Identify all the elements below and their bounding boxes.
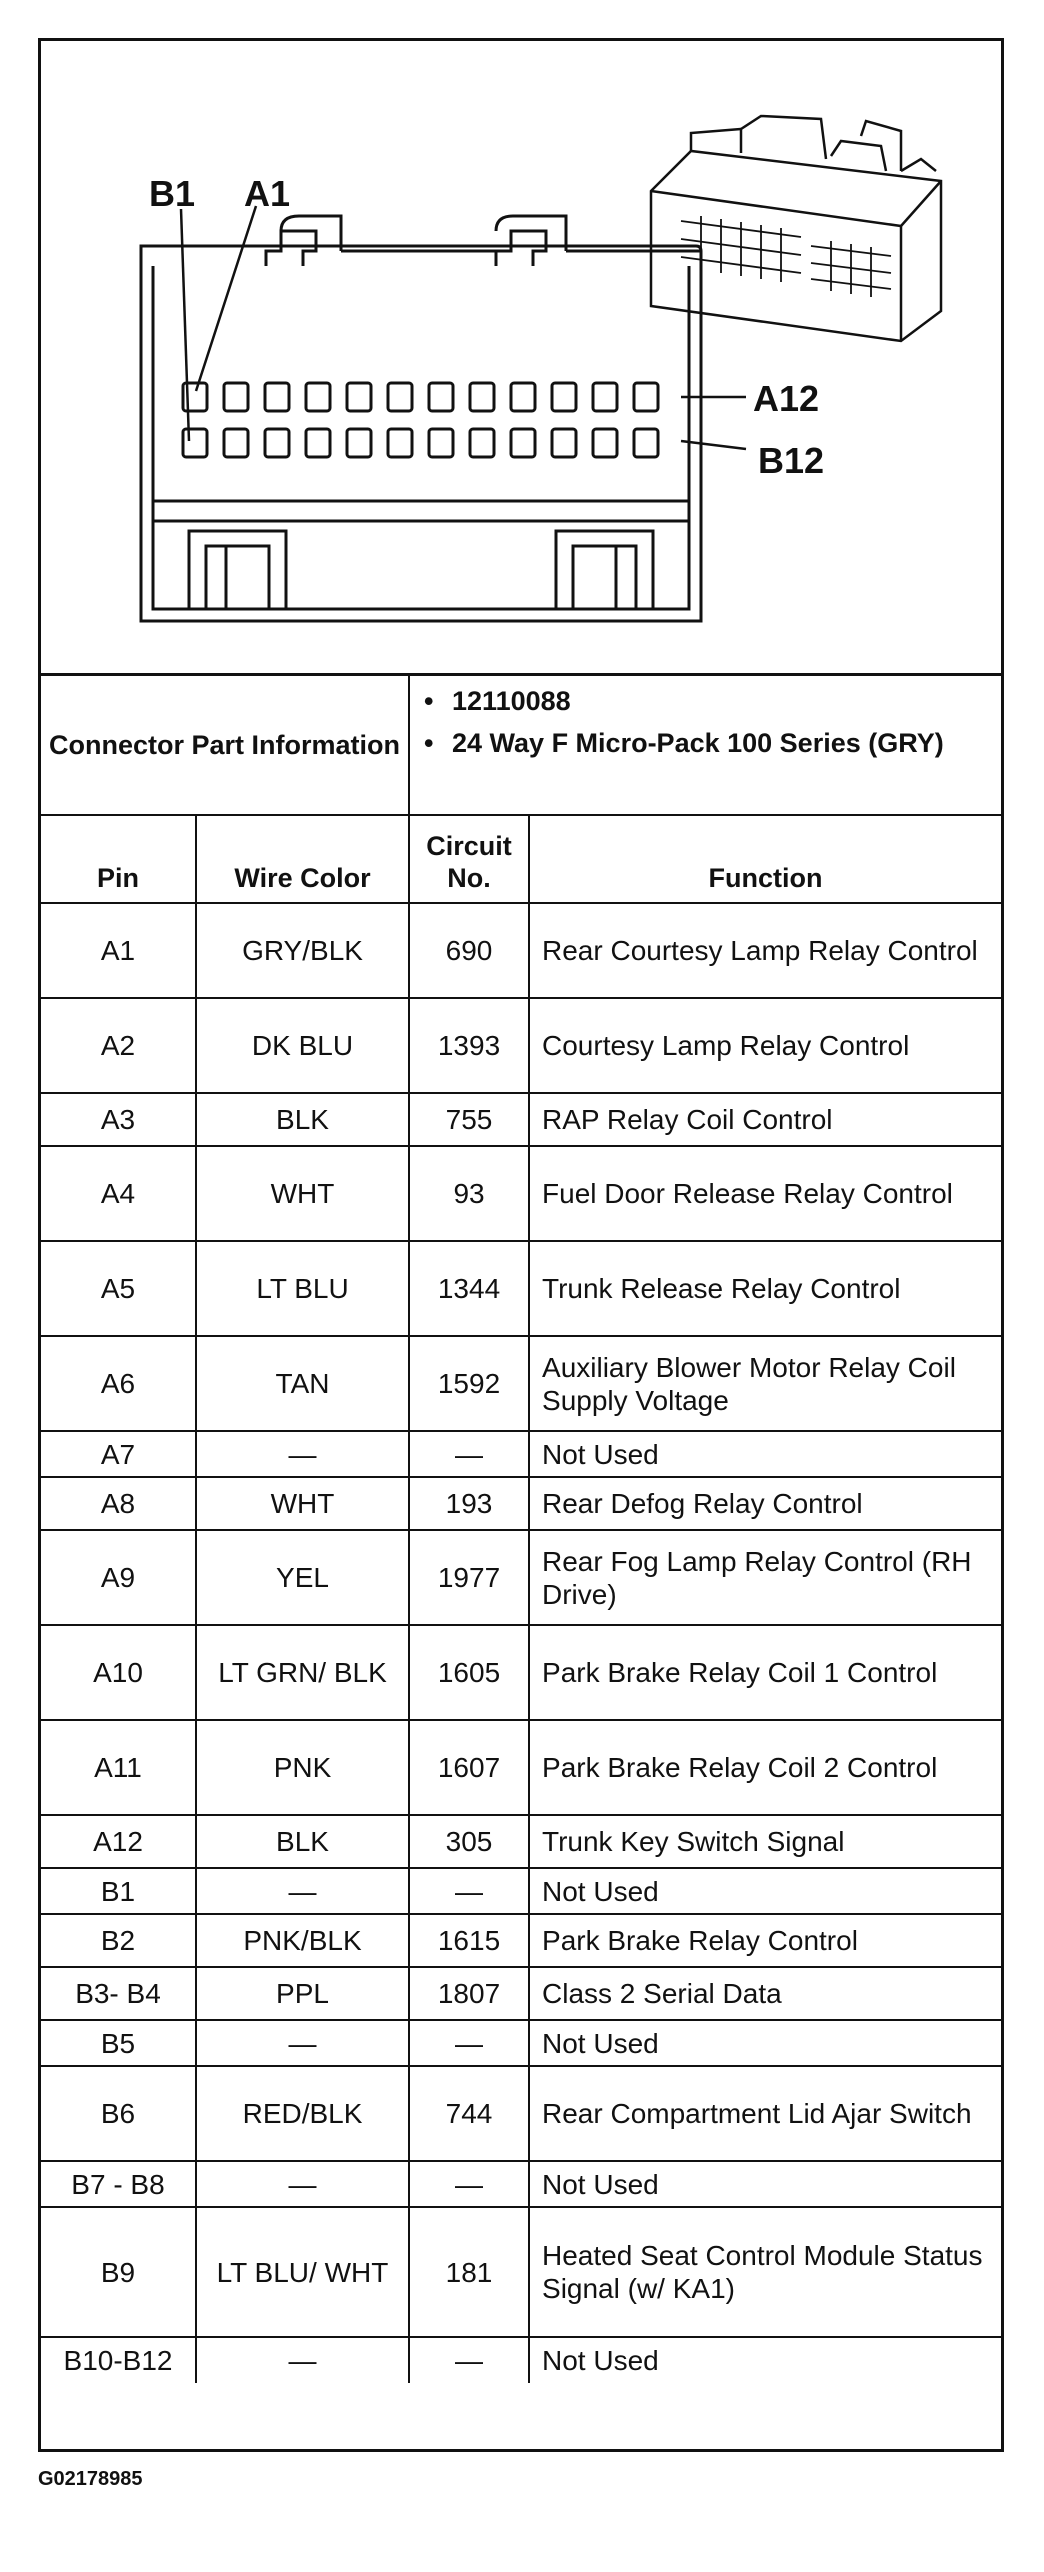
table-row bbox=[41, 1625, 1001, 1720]
figure-id: G02178985 bbox=[38, 2468, 143, 2490]
connector-drawing bbox=[41, 41, 1001, 673]
circuit-no-cell: 1977 bbox=[409, 1530, 529, 1625]
right-bottom-tab-inner bbox=[573, 546, 636, 609]
function-cell: Park Brake Relay Coil 1 Control bbox=[529, 1625, 1001, 1720]
table-row bbox=[41, 1720, 1001, 1815]
table-row bbox=[41, 1477, 1001, 1530]
pin-cavity bbox=[347, 383, 371, 411]
wire-color-cell: — bbox=[196, 1431, 409, 1477]
function-cell: Park Brake Relay Coil 2 Control bbox=[529, 1720, 1001, 1815]
pin-cell: A11 bbox=[41, 1720, 196, 1815]
pin-cavity bbox=[552, 383, 576, 411]
wire-color-cell: LT BLU/ WHT bbox=[196, 2207, 409, 2337]
pin-cavity bbox=[388, 383, 412, 411]
circuit-no-cell: 744 bbox=[409, 2066, 529, 2161]
pin-cell: A4 bbox=[41, 1146, 196, 1241]
function-cell: Trunk Key Switch Signal bbox=[529, 1815, 1001, 1868]
table-row bbox=[41, 1146, 1001, 1241]
function-cell: Class 2 Serial Data bbox=[529, 1967, 1001, 2020]
connector-diagram bbox=[41, 41, 1001, 676]
pinout-table bbox=[41, 676, 1001, 2383]
pin-cavity bbox=[224, 429, 248, 457]
pin-cell: A7 bbox=[41, 1431, 196, 1477]
label-a1: A1 bbox=[244, 173, 291, 214]
function-cell: Fuel Door Release Relay Control bbox=[529, 1146, 1001, 1241]
wire-color-cell: — bbox=[196, 2161, 409, 2207]
function-cell: Not Used bbox=[529, 2020, 1001, 2066]
wire-color-cell: WHT bbox=[196, 1146, 409, 1241]
circuit-no-cell: 1605 bbox=[409, 1625, 529, 1720]
wire-color-cell: GRY/BLK bbox=[196, 903, 409, 998]
pin-cell: A9 bbox=[41, 1530, 196, 1625]
function-cell: Heated Seat Control Module Status Signal (w/ KA1) bbox=[529, 2207, 1001, 2337]
circuit-no-cell: — bbox=[409, 2020, 529, 2066]
left-latch bbox=[266, 231, 316, 266]
header-pin: Pin bbox=[41, 815, 196, 903]
pin-cavity bbox=[511, 383, 535, 411]
pin-cavity bbox=[306, 383, 330, 411]
table-row bbox=[41, 1241, 1001, 1336]
connector-info-row bbox=[41, 676, 1001, 815]
table-row bbox=[41, 1431, 1001, 1477]
function-cell: Auxiliary Blower Motor Relay Coil Supply Voltage bbox=[529, 1336, 1001, 1431]
connector-description: • 24 Way F Micro-Pack 100 Series (GRY) bbox=[424, 726, 987, 760]
pin-cell: B7 - B8 bbox=[41, 2161, 196, 2207]
wire-color-cell: TAN bbox=[196, 1336, 409, 1431]
pin-cell: B10-B12 bbox=[41, 2337, 196, 2383]
circuit-no-cell: — bbox=[409, 1431, 529, 1477]
circuit-no-cell: 755 bbox=[409, 1093, 529, 1146]
pin-cavity bbox=[183, 429, 207, 457]
table-row bbox=[41, 1815, 1001, 1868]
circuit-no-cell: 1807 bbox=[409, 1967, 529, 2020]
pin-cavity bbox=[306, 429, 330, 457]
pin-cell: A1 bbox=[41, 903, 196, 998]
function-cell: Rear Courtesy Lamp Relay Control bbox=[529, 903, 1001, 998]
pin-cell: A5 bbox=[41, 1241, 196, 1336]
wire-color-cell: WHT bbox=[196, 1477, 409, 1530]
table-row bbox=[41, 1530, 1001, 1625]
pin-cell: B5 bbox=[41, 2020, 196, 2066]
label-a12: A12 bbox=[753, 378, 820, 419]
leader-a1 bbox=[196, 206, 256, 391]
pin-cavity bbox=[511, 429, 535, 457]
header-row bbox=[41, 815, 1001, 903]
function-cell: Courtesy Lamp Relay Control bbox=[529, 998, 1001, 1093]
table-row bbox=[41, 1093, 1001, 1146]
function-cell: Not Used bbox=[529, 1431, 1001, 1477]
wire-color-cell: PNK/BLK bbox=[196, 1914, 409, 1967]
table-row bbox=[41, 1914, 1001, 1967]
function-cell: Rear Defog Relay Control bbox=[529, 1477, 1001, 1530]
label-b12: B12 bbox=[758, 440, 825, 481]
pin-cell: B6 bbox=[41, 2066, 196, 2161]
pin-cavity bbox=[429, 429, 453, 457]
table-row bbox=[41, 2337, 1001, 2383]
pin-cavity bbox=[265, 383, 289, 411]
circuit-no-cell: 1344 bbox=[409, 1241, 529, 1336]
header-function: Function bbox=[529, 815, 1001, 903]
right-bottom-tab bbox=[556, 531, 653, 609]
function-cell: Not Used bbox=[529, 2337, 1001, 2383]
pin-cell: B3- B4 bbox=[41, 1967, 196, 2020]
connector-info-list bbox=[409, 676, 1001, 815]
pin-cavity bbox=[634, 383, 658, 411]
connector-info-label: Connector Part Information bbox=[41, 676, 409, 815]
pin-cell: A2 bbox=[41, 998, 196, 1093]
left-bottom-tab bbox=[189, 531, 286, 609]
circuit-no-cell: 181 bbox=[409, 2207, 529, 2337]
table-row bbox=[41, 998, 1001, 1093]
pin-cavity bbox=[265, 429, 289, 457]
wire-color-cell: LT BLU bbox=[196, 1241, 409, 1336]
pin-cavity bbox=[347, 429, 371, 457]
wire-color-cell: — bbox=[196, 2337, 409, 2383]
circuit-no-cell: — bbox=[409, 2161, 529, 2207]
connector-part-number: • 12110088 bbox=[424, 684, 987, 718]
table-row bbox=[41, 2161, 1001, 2207]
pin-cell: A3 bbox=[41, 1093, 196, 1146]
wire-color-cell: RED/BLK bbox=[196, 2066, 409, 2161]
connector-frame bbox=[38, 38, 1004, 2452]
circuit-no-cell: 93 bbox=[409, 1146, 529, 1241]
wire-color-cell: PNK bbox=[196, 1720, 409, 1815]
table-row bbox=[41, 1336, 1001, 1431]
wire-color-cell: LT GRN/ BLK bbox=[196, 1625, 409, 1720]
function-cell: Rear Compartment Lid Ajar Switch bbox=[529, 2066, 1001, 2161]
pin-cell: B9 bbox=[41, 2207, 196, 2337]
function-cell: RAP Relay Coil Control bbox=[529, 1093, 1001, 1146]
function-cell: Trunk Release Relay Control bbox=[529, 1241, 1001, 1336]
wire-color-cell: DK BLU bbox=[196, 998, 409, 1093]
function-cell: Not Used bbox=[529, 1868, 1001, 1914]
pin-cell: A10 bbox=[41, 1625, 196, 1720]
pin-cavity bbox=[224, 383, 248, 411]
circuit-no-cell: 1393 bbox=[409, 998, 529, 1093]
header-circuit-no: Circuit No. bbox=[409, 815, 529, 903]
function-cell: Park Brake Relay Control bbox=[529, 1914, 1001, 1967]
function-cell: Not Used bbox=[529, 2161, 1001, 2207]
right-latch bbox=[496, 231, 546, 266]
pin-cavity bbox=[593, 383, 617, 411]
circuit-no-cell: 305 bbox=[409, 1815, 529, 1868]
table-row bbox=[41, 1967, 1001, 2020]
header-wire-color: Wire Color bbox=[196, 815, 409, 903]
label-b1: B1 bbox=[149, 173, 196, 214]
table-row bbox=[41, 2020, 1001, 2066]
pin-cavity bbox=[470, 383, 494, 411]
circuit-no-cell: 1607 bbox=[409, 1720, 529, 1815]
pin-cell: B1 bbox=[41, 1868, 196, 1914]
left-bottom-tab-inner bbox=[206, 546, 269, 609]
table-row bbox=[41, 903, 1001, 998]
pin-cavity bbox=[388, 429, 412, 457]
wire-color-cell: — bbox=[196, 1868, 409, 1914]
table-row bbox=[41, 1868, 1001, 1914]
leader-b12 bbox=[681, 441, 746, 449]
wire-color-cell: BLK bbox=[196, 1093, 409, 1146]
pin-cell: A8 bbox=[41, 1477, 196, 1530]
wire-color-cell: YEL bbox=[196, 1530, 409, 1625]
circuit-no-cell: 1615 bbox=[409, 1914, 529, 1967]
circuit-no-cell: 1592 bbox=[409, 1336, 529, 1431]
pin-cavity bbox=[552, 429, 576, 457]
pin-cell: B2 bbox=[41, 1914, 196, 1967]
pin-cavity bbox=[593, 429, 617, 457]
wire-color-cell: PPL bbox=[196, 1967, 409, 2020]
circuit-no-cell: — bbox=[409, 2337, 529, 2383]
pin-cell: A6 bbox=[41, 1336, 196, 1431]
circuit-no-cell: 193 bbox=[409, 1477, 529, 1530]
wire-color-cell: — bbox=[196, 2020, 409, 2066]
circuit-no-cell: 690 bbox=[409, 903, 529, 998]
connector-iso-sketch bbox=[651, 116, 941, 341]
pin-cavity bbox=[429, 383, 453, 411]
circuit-no-cell: — bbox=[409, 1868, 529, 1914]
table-row bbox=[41, 2066, 1001, 2161]
pin-cell: A12 bbox=[41, 1815, 196, 1868]
wire-color-cell: BLK bbox=[196, 1815, 409, 1868]
table-row bbox=[41, 2207, 1001, 2337]
function-cell: Rear Fog Lamp Relay Control (RH Drive) bbox=[529, 1530, 1001, 1625]
pin-cavity bbox=[470, 429, 494, 457]
pin-cavity bbox=[634, 429, 658, 457]
